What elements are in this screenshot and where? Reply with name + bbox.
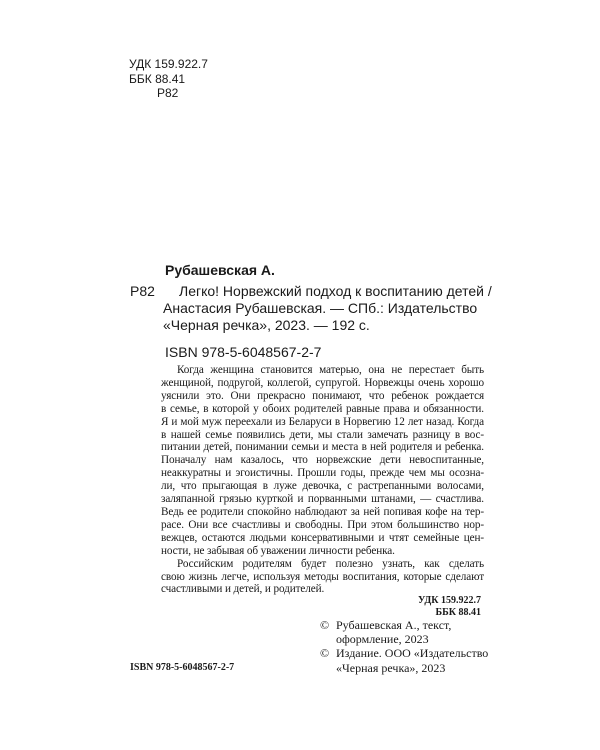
annotation-line: питании детей, понимании семьи и места в ней родителя и ребенка. [161, 441, 484, 454]
annotation-line: ности, не забывая об уважении личности ребенка. [161, 544, 395, 557]
author-name: Рубашевская А. [165, 262, 275, 278]
title-line: «Черная речка», 2023. — 192 с. [163, 317, 370, 333]
author-mark-left: Р82 [130, 283, 155, 299]
bbk-code: ББК 88.41 [129, 71, 186, 86]
udk-code: УДК 159.922.7 [129, 57, 208, 71]
classification-top [129, 57, 208, 101]
annotation-line: в нашей семье появились дети, мы стали замечать разницу в вос- [161, 428, 484, 441]
annotation-line: Ведь ее родители спокойно наблюдают за ней попивая кофе на тер- [161, 505, 484, 518]
isbn-bottom: ISBN 978-5-6048567-2-7 [130, 662, 235, 673]
udk-code-bottom: УДК 159.922.7 [418, 595, 481, 606]
annotation-line: ли, что прыгающая в луже девочка, с растрепанными волосами, [161, 480, 484, 493]
copyright-line: оформление, 2023 [336, 632, 429, 647]
annotation-line: свою жизнь легче, используя методы воспитания, которые сделают [161, 570, 484, 583]
bibliographic-description [163, 283, 499, 334]
annotation-line: женщиной, подругой, коллегой, супругой. Норвежцы очень хорошо [161, 376, 484, 389]
title-line: Легко! Норвежский подход к воспитанию детей / [179, 283, 492, 299]
annotation-line: неаккуратны и эгоистичны. Прошли годы, прежде чем мы осозна- [161, 467, 484, 480]
annotation-line: уяснили это. Они прекрасно понимают, что ребенок рождается [161, 389, 484, 402]
title-line: Анастасия Рубашевская. — СПб.: Издательство [163, 300, 478, 316]
annotation [161, 364, 484, 596]
annotation-line: Российским родителям будет полезно узнать, как сделать [177, 557, 484, 570]
annotation-line: Когда женщина становится матерью, она не перестает быть [177, 364, 484, 376]
copyright-line: Издание. ООО «Издательство [336, 646, 489, 661]
annotation-line: заляпанной грязью курткой и порванными штанами, — счастлива. [161, 493, 484, 506]
annotation-line: расе. Они все счастливы и свободны. При этом большинство нор- [161, 518, 484, 531]
annotation-line: Поначалу нам казалось, что норвежские дети невоспитанные, [161, 454, 484, 467]
copyright-entry [320, 618, 488, 646]
copyright-block [320, 618, 488, 675]
annotation-paragraph [161, 364, 484, 558]
annotation-line: счастливыми и детей, и родителей. [161, 583, 325, 596]
copyright-symbol: © [320, 646, 330, 661]
annotation-line: в семье, в которой у обоих родителей равные права и обязанности. [161, 402, 484, 415]
copyright-line: «Черная речка», 2023 [336, 660, 446, 675]
copyright-symbol: © [320, 618, 330, 632]
bbk-code-bottom: ББК 88.41 [435, 607, 481, 618]
annotation-line: вежцев, остаются людьми консервативными и чтят семейные цен- [161, 531, 484, 544]
annotation-line: Я и мой муж переехали из Беларуси в Норвегию 12 лет назад. Когда [161, 415, 484, 428]
annotation-paragraph [161, 558, 484, 597]
author-mark: Р82 [157, 86, 179, 100]
isbn-main: ISBN 978-5-6048567-2-7 [165, 344, 322, 360]
classification-bottom [418, 595, 481, 619]
copyright-entry [320, 646, 488, 674]
copyright-line: Рубашевская А., текст, [336, 618, 452, 632]
